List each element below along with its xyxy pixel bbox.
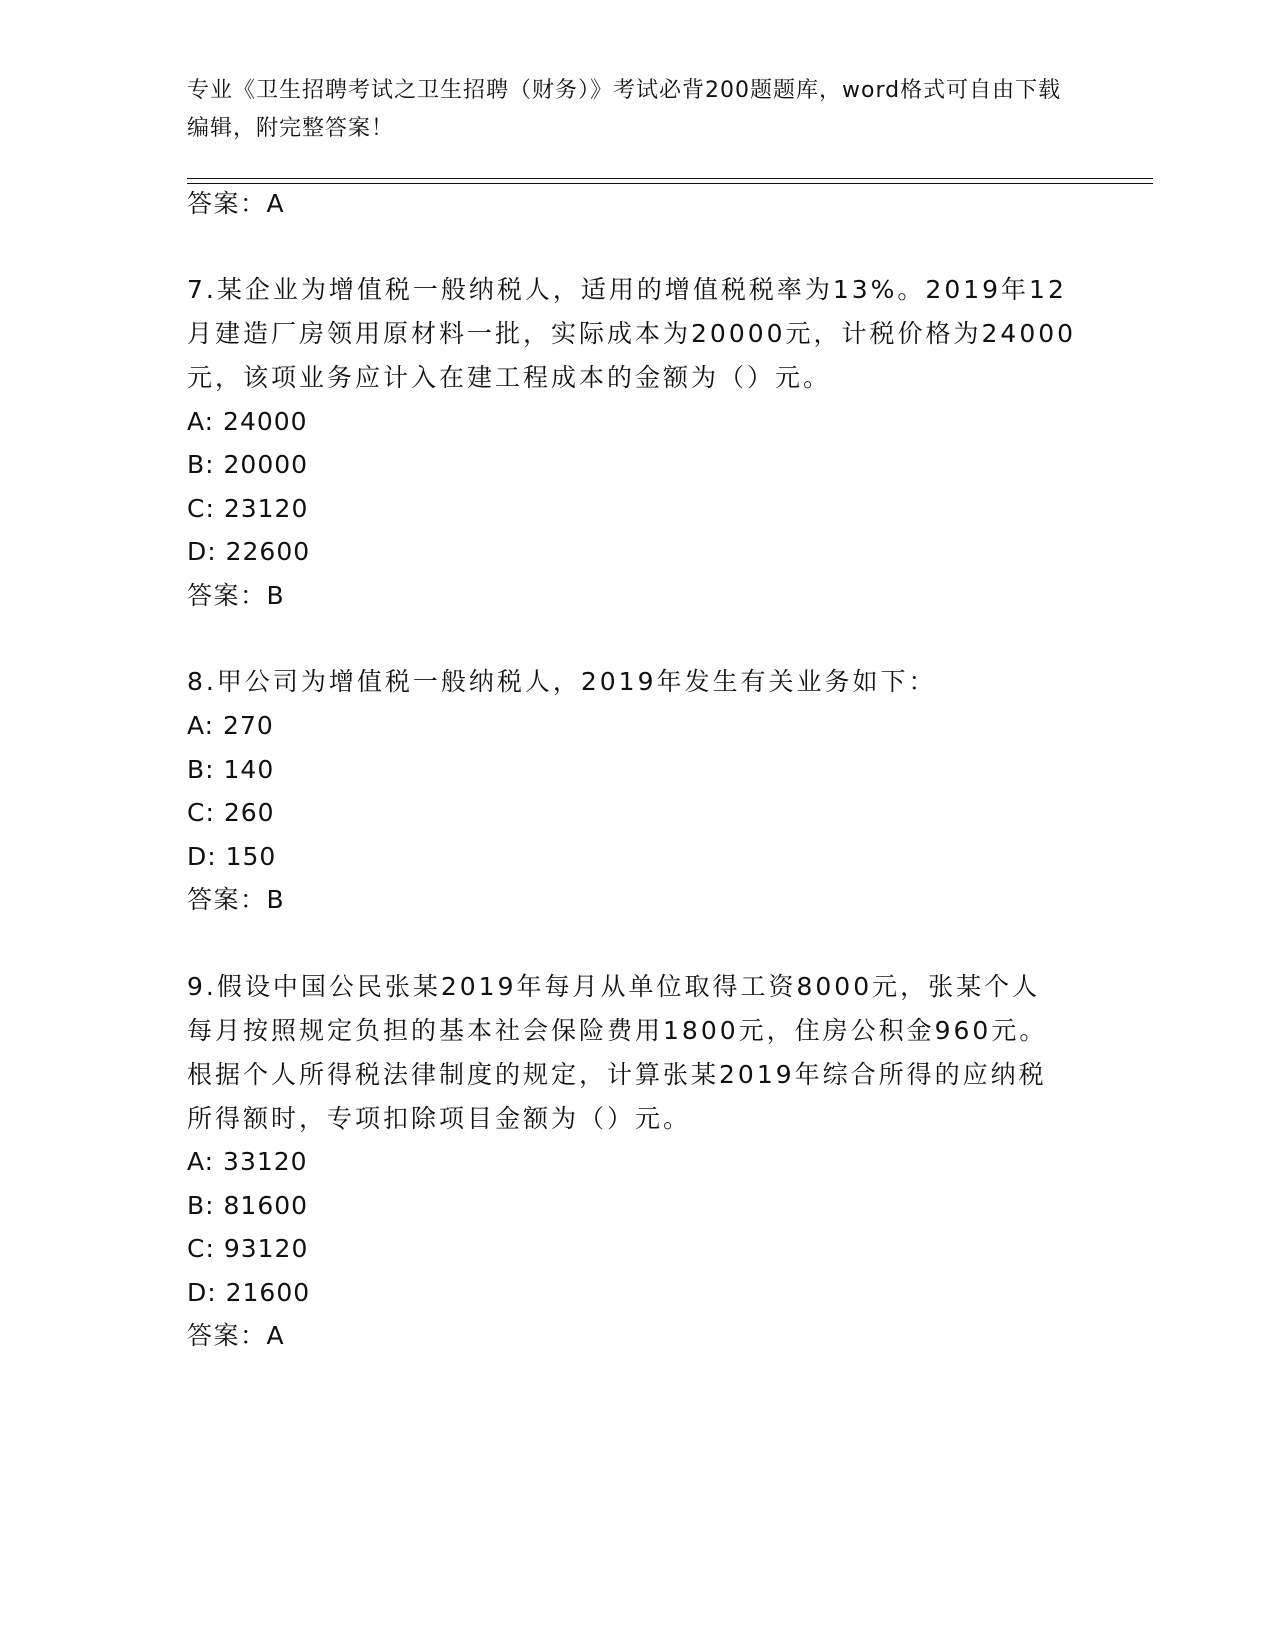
question-7-line-3: 元，该项业务应计入在建工程成本的金额为（）元。 [187, 363, 832, 392]
question-9-answer: 答案：A [187, 1321, 286, 1350]
question-8-option-b: B: 140 [187, 755, 275, 784]
question-9-option-a: A: 33120 [187, 1147, 308, 1176]
question-7-answer: 答案：B [187, 581, 286, 610]
question-7-option-a: A: 24000 [187, 407, 308, 436]
question-8-line-1: 8.甲公司为增值税一般纳税人，2019年发生有关业务如下： [187, 667, 937, 696]
question-8-option-a: A: 270 [187, 711, 274, 740]
question-9-option-c: C: 93120 [187, 1234, 309, 1263]
question-7-option-d: D: 22600 [187, 537, 311, 566]
question-8-answer: 答案：B [187, 885, 286, 914]
question-9-line-2: 每月按照规定负担的基本社会保险费用1800元，住房公积金960元。 [187, 1016, 1048, 1045]
question-7-option-c: C: 23120 [187, 494, 309, 523]
question-7-line-1: 7.某企业为增值税一般纳税人，适用的增值税税率为13%。2019年12 [187, 275, 1067, 304]
question-9-line-1: 9.假设中国公民张某2019年每月从单位取得工资8000元，张某个人 [187, 972, 1041, 1001]
question-9-line-3: 根据个人所得税法律制度的规定，计算张某2019年综合所得的应纳税 [187, 1060, 1047, 1089]
question-7-line-2: 月建造厂房领用原材料一批，实际成本为20000元，计税价格为24000 [187, 319, 1077, 348]
question-9-option-d: D: 21600 [187, 1278, 311, 1307]
question-9-line-4: 所得额时，专项扣除项目金额为（）元。 [187, 1104, 692, 1133]
header-divider-bottom [187, 183, 1153, 184]
document-header: 专业《卫生招聘考试之卫生招聘（财务）》考试必背200题题库，word格式可自由下载编辑，附完整答案！ [187, 78, 1062, 141]
question-8-option-c: C: 260 [187, 798, 275, 827]
question-9-option-b: B: 81600 [187, 1191, 309, 1220]
answer-prev: 答案：A [187, 189, 286, 218]
question-7-option-b: B: 20000 [187, 450, 309, 479]
question-8-option-d: D: 150 [187, 842, 277, 871]
header-divider-top [187, 178, 1153, 179]
